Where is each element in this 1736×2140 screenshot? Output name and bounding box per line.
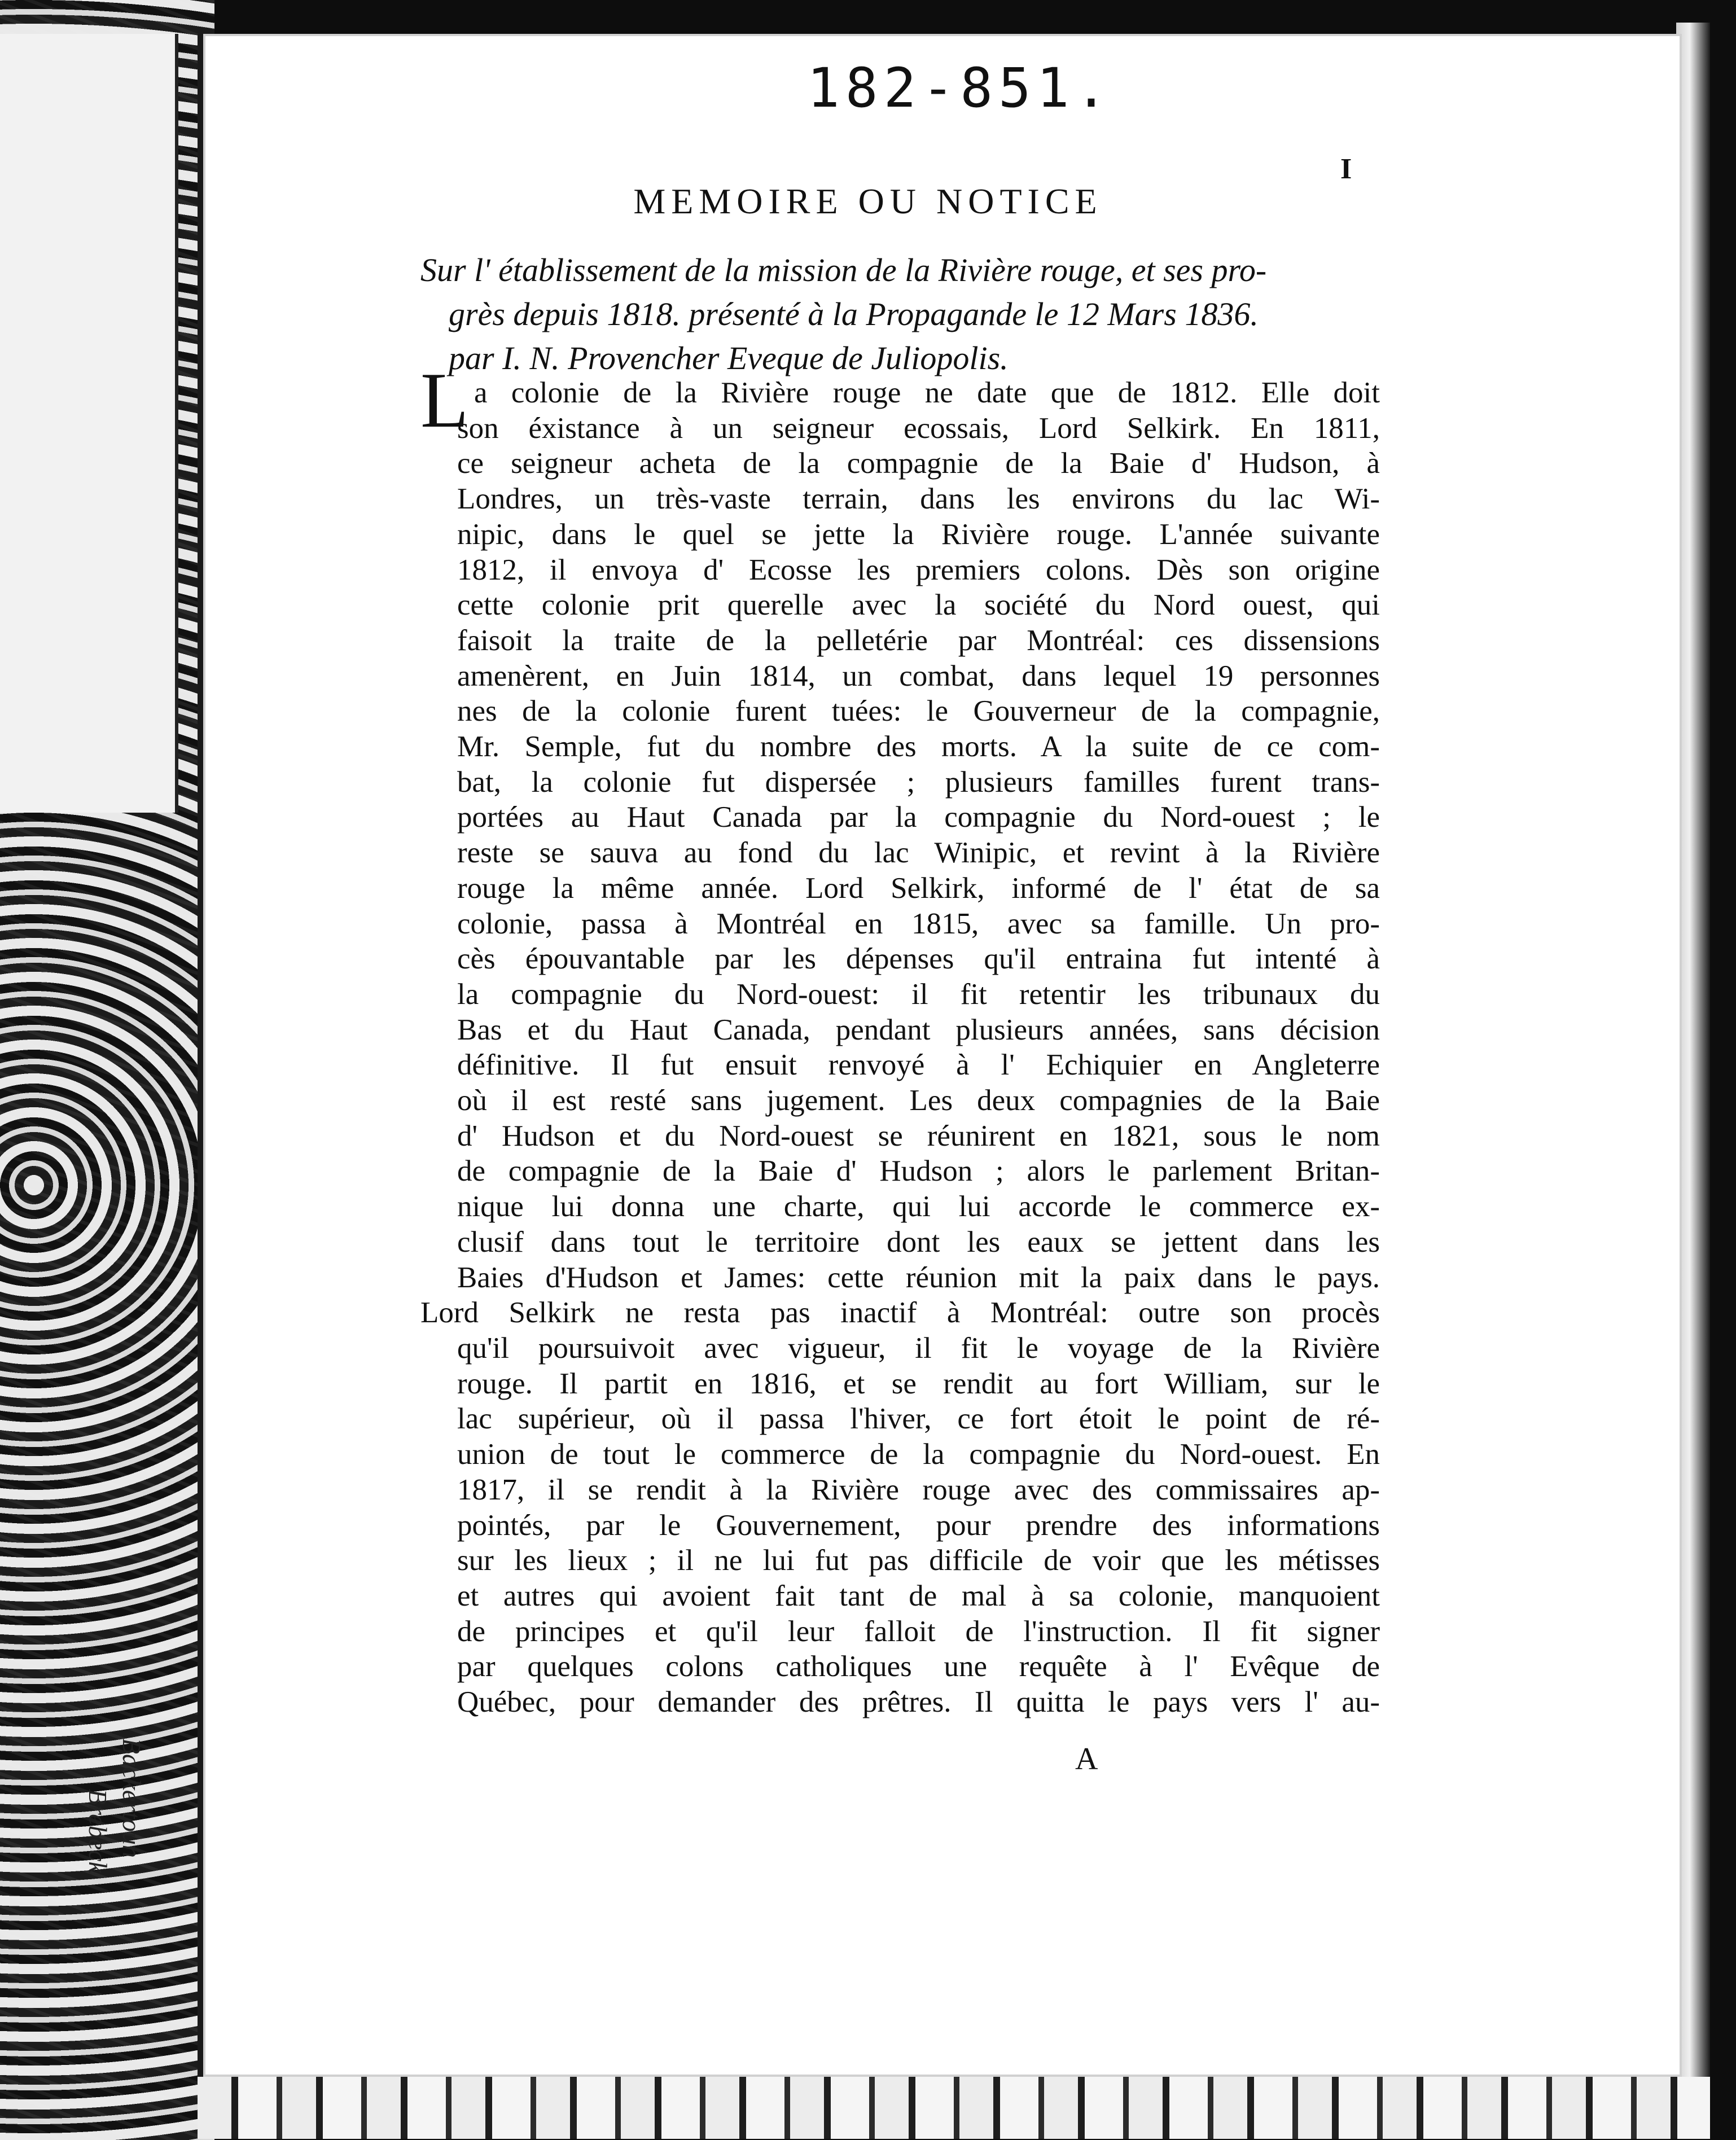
body-line: pointés, par le Gouvernement, pour prendre des informations <box>457 1508 1380 1542</box>
subtitle <box>420 248 1380 380</box>
subtitle-line: Sur l' établissement de la mission de la Rivière rouge, et ses pro- <box>420 252 1267 288</box>
bottom-map-strip <box>198 2077 1710 2139</box>
body-line: portées au Haut Canada par la compagnie du Nord-ouest ; le <box>457 801 1380 834</box>
drop-cap: L <box>420 357 469 444</box>
body-line: qu'il poursuivoit avec vigueur, il fit le voyage de la Rivière <box>457 1331 1380 1365</box>
body-line: faisoit la traite de la pelletérie par Montréal: ces dissensions <box>457 624 1380 657</box>
body-line: Baies d'Hudson et James: cette réunion mit la paix dans le pays. <box>457 1261 1380 1294</box>
body-text <box>420 375 1380 1720</box>
body-line: 1812, il envoya d' Ecosse les premiers colons. Dès son origine <box>457 553 1380 586</box>
handwritten-catalog-number: 182-851. <box>807 56 1114 120</box>
body-line: sur les lieux ; il ne lui fut pas difficile de voir que les métisses <box>457 1544 1380 1577</box>
body-line: 1817, il se rendit à la Rivière rouge avec des commissaires ap- <box>457 1473 1380 1506</box>
body-line: a colonie de la Rivière rouge ne date que de 1812. Elle doit <box>474 376 1380 409</box>
body-line: cès épouvantable par les dépenses qu'il entraina fut intenté à <box>457 942 1380 976</box>
body-line: la compagnie du Nord-ouest: il fit retentir les tribunaux du <box>457 977 1380 1011</box>
body-line: nipic, dans le quel se jette la Rivière rouge. L'année suivante <box>457 518 1380 551</box>
body-line: rouge. Il partit en 1816, et se rendit au fort William, sur le <box>457 1367 1380 1400</box>
body-line: reste se sauva au fond du lac Winipic, et revint à la Rivière <box>457 836 1380 870</box>
body-line: bat, la colonie fut dispersée ; plusieurs familles furent trans- <box>457 765 1380 799</box>
body-line: nique lui donna une charte, qui lui accorde le commerce ex- <box>457 1190 1380 1224</box>
body-line: nes de la colonie furent tuées: le Gouverneur de la compagnie, <box>457 695 1380 728</box>
body-line: par quelques colons catholiques une requête à l' Evêque de <box>457 1650 1380 1683</box>
map-label: Backertoun <box>117 1738 146 1858</box>
subtitle-line: grès depuis 1818. présenté à la Propagande le 12 Mars 1836. <box>449 296 1259 332</box>
body-line: amenèrent, en Juin 1814, un combat, dans lequel 19 personnes <box>457 659 1380 692</box>
page-number: I <box>1340 153 1352 185</box>
body-line: cette colonie prit querelle avec la société du Nord ouest, qui <box>457 589 1380 622</box>
map-label: Brebeck <box>84 1789 112 1873</box>
body-line: colonie, passa à Montréal en 1815, avec sa famille. Un pro- <box>457 907 1380 940</box>
body-line: et autres qui avoient fait tant de mal à sa colonie, manquoient <box>457 1579 1380 1612</box>
body-line: Londres, un très-vaste terrain, dans les environs du lac Wi- <box>457 483 1380 516</box>
adjacent-page-edge <box>0 34 178 813</box>
body-line: définitive. Il fut ensuit renvoyé à l' Echiquier en Angleterre <box>457 1049 1380 1082</box>
body-line: où il est resté sans jugement. Les deux compagnies de la Baie <box>457 1084 1380 1117</box>
body-line: rouge la même année. Lord Selkirk, informé de l' état de sa <box>457 871 1380 905</box>
body-line: clusif dans tout le territoire dont les eaux se jettent dans les <box>457 1225 1380 1258</box>
body-line: de compagnie de la Baie d' Hudson ; alors le parlement Britan- <box>457 1155 1380 1188</box>
body-line: Bas et du Haut Canada, pendant plusieurs années, sans décision <box>457 1013 1380 1046</box>
body-line: Mr. Semple, fut du nombre des morts. A la suite de ce com- <box>457 730 1380 764</box>
page-title: MEMOIRE OU NOTICE <box>633 181 1103 221</box>
body-line: de principes et qu'il leur falloit de l'instruction. Il fit signer <box>457 1615 1380 1648</box>
body-line: Lord Selkirk ne resta pas inactif à Montréal: outre son procès <box>420 1296 1380 1330</box>
body-line: ce seigneur acheta de la compagnie de la Baie d' Hudson, à <box>457 447 1380 480</box>
subtitle-line: par I. N. Provencher Eveque de Juliopolis. <box>449 340 1009 376</box>
body-line: Québec, pour demander des prêtres. Il quitta le pays vers l' au- <box>457 1686 1380 1719</box>
body-line: lac supérieur, où il passa l'hiver, ce fort étoit le point de ré- <box>457 1402 1380 1436</box>
body-line: union de tout le commerce de la compagnie du Nord-ouest. En <box>457 1438 1380 1471</box>
body-line: son éxistance à un seigneur ecossais, Lord Selkirk. En 1811, <box>457 411 1380 445</box>
signature-mark: A <box>1075 1742 1098 1777</box>
map-margin-labels <box>84 1738 203 1907</box>
body-line: d' Hudson et du Nord-ouest se réunirent en 1821, sous le nom <box>457 1119 1380 1152</box>
